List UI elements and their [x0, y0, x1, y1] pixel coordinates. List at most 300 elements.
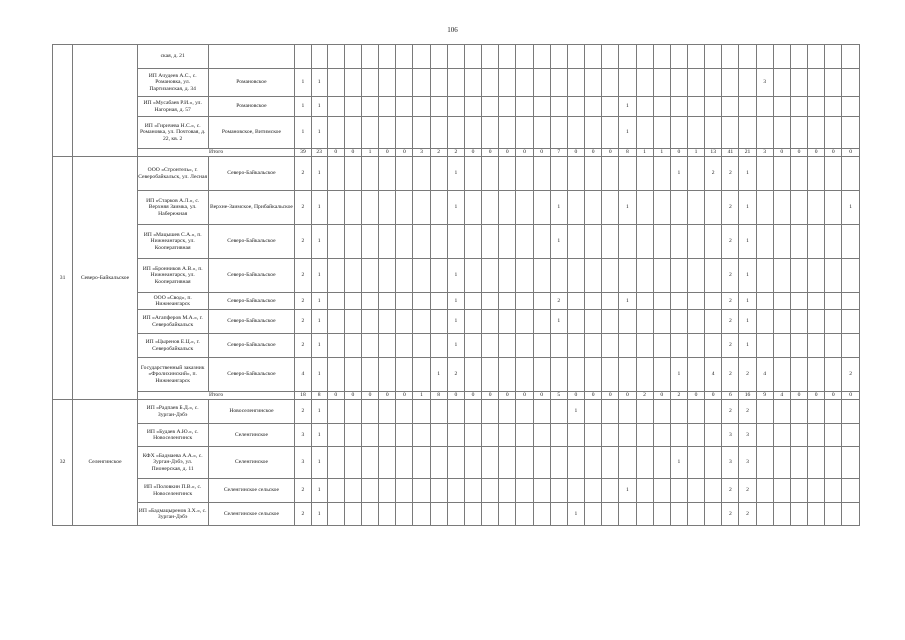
value-cell — [413, 157, 430, 191]
value-cell — [533, 503, 550, 526]
value-cell — [464, 157, 481, 191]
total-value-cell: 0 — [464, 392, 481, 400]
value-cell — [567, 334, 584, 358]
value-cell — [705, 334, 722, 358]
value-cell — [722, 45, 739, 69]
value-cell — [344, 117, 361, 149]
value-cell: 1 — [311, 310, 327, 334]
value-cell — [790, 45, 807, 69]
value-cell — [464, 503, 481, 526]
value-cell — [482, 69, 499, 97]
value-cell — [825, 225, 842, 259]
value-cell — [516, 334, 533, 358]
value-cell — [585, 293, 602, 310]
value-cell: 1 — [447, 259, 464, 293]
table-row — [53, 334, 860, 358]
total-value-cell: 0 — [516, 392, 533, 400]
total-value-cell: 8 — [311, 392, 327, 400]
value-cell — [790, 191, 807, 225]
value-cell — [327, 400, 344, 424]
total-value-cell: 23 — [311, 149, 327, 157]
value-cell — [396, 225, 413, 259]
value-cell — [533, 117, 550, 149]
owner-cell: ИП «Бронников А.В.», п. Нижнеангарск, ул. Кооперативная — [137, 259, 208, 293]
value-cell — [499, 447, 516, 479]
value-cell — [636, 447, 653, 479]
value-cell — [396, 97, 413, 117]
value-cell — [379, 358, 396, 392]
value-cell — [825, 334, 842, 358]
value-cell: 1 — [447, 310, 464, 334]
value-cell — [705, 191, 722, 225]
value-cell — [447, 400, 464, 424]
value-cell — [482, 97, 499, 117]
value-cell — [379, 69, 396, 97]
owner-cell: ИП «Цыренов Е.Ц.», г. Северобайкальск — [137, 334, 208, 358]
value-cell — [705, 479, 722, 503]
value-cell — [653, 259, 670, 293]
value-cell: 3 — [739, 424, 756, 447]
owner-cell: ИП «Половкин П.В.», с. Новоселенгинск — [137, 479, 208, 503]
table-row — [53, 503, 860, 526]
value-cell — [482, 310, 499, 334]
value-cell — [790, 447, 807, 479]
value-cell — [464, 479, 481, 503]
value-cell — [499, 259, 516, 293]
value-cell — [653, 117, 670, 149]
value-cell — [653, 310, 670, 334]
value-cell — [379, 157, 396, 191]
value-cell: 1 — [670, 358, 687, 392]
table-row — [53, 117, 860, 149]
value-cell — [344, 97, 361, 117]
value-cell: 2 — [739, 479, 756, 503]
total-row — [53, 149, 860, 157]
total-value-cell: 0 — [842, 149, 860, 157]
value-cell — [670, 479, 687, 503]
total-value-cell: 1 — [362, 149, 379, 157]
value-cell — [773, 157, 790, 191]
value-cell — [550, 69, 567, 97]
value-cell — [550, 157, 567, 191]
total-value-cell: 2 — [430, 149, 447, 157]
value-cell — [396, 400, 413, 424]
value-cell — [344, 424, 361, 447]
value-cell — [533, 293, 550, 310]
district-number-cell: 32 — [53, 400, 73, 526]
value-cell — [379, 424, 396, 447]
value-cell — [413, 358, 430, 392]
total-value-cell: 41 — [722, 149, 739, 157]
territory-cell: Романовское, Витимское — [208, 117, 295, 149]
value-cell — [687, 358, 704, 392]
territory-cell: Селенгинское — [208, 424, 295, 447]
value-cell — [567, 479, 584, 503]
value-cell — [602, 424, 619, 447]
value-cell — [636, 97, 653, 117]
value-cell — [619, 225, 636, 259]
value-cell — [533, 225, 550, 259]
value-cell — [413, 479, 430, 503]
value-cell: 4 — [756, 358, 773, 392]
value-cell: 3 — [722, 424, 739, 447]
value-cell: 2 — [722, 310, 739, 334]
value-cell — [396, 334, 413, 358]
value-cell — [808, 45, 825, 69]
value-cell — [842, 117, 860, 149]
value-cell — [773, 479, 790, 503]
owner-cell: ская, д. 21 — [137, 45, 208, 69]
value-cell — [362, 424, 379, 447]
value-cell — [687, 334, 704, 358]
territory-cell: Северо-Байкальское — [208, 293, 295, 310]
value-cell — [379, 447, 396, 479]
total-value-cell: 0 — [670, 149, 687, 157]
value-cell: 1 — [567, 400, 584, 424]
value-cell — [533, 191, 550, 225]
value-cell: 1 — [550, 310, 567, 334]
value-cell — [773, 400, 790, 424]
value-cell: 4 — [295, 358, 311, 392]
value-cell — [482, 424, 499, 447]
value-cell — [327, 424, 344, 447]
value-cell: 1 — [311, 293, 327, 310]
value-cell — [482, 358, 499, 392]
district-name-cell — [73, 45, 138, 157]
value-cell — [687, 45, 704, 69]
total-value-cell: 9 — [756, 392, 773, 400]
value-cell — [790, 424, 807, 447]
total-value-cell: 0 — [516, 149, 533, 157]
total-value-cell: 1 — [653, 149, 670, 157]
value-cell — [499, 503, 516, 526]
value-cell — [602, 334, 619, 358]
total-value-cell: 5 — [550, 392, 567, 400]
value-cell — [687, 293, 704, 310]
value-cell — [602, 69, 619, 97]
total-value-cell: 0 — [379, 392, 396, 400]
value-cell — [808, 225, 825, 259]
value-cell — [396, 447, 413, 479]
value-cell — [533, 358, 550, 392]
value-cell — [602, 97, 619, 117]
total-label: Итого — [137, 149, 295, 157]
value-cell — [790, 358, 807, 392]
value-cell — [773, 117, 790, 149]
value-cell — [790, 334, 807, 358]
district-name-cell: Селенгинское — [73, 400, 138, 526]
value-cell: 1 — [311, 358, 327, 392]
value-cell — [790, 310, 807, 334]
value-cell — [619, 45, 636, 69]
value-cell — [636, 45, 653, 69]
value-cell — [687, 157, 704, 191]
territory-cell: Романовское — [208, 69, 295, 97]
value-cell — [533, 310, 550, 334]
value-cell — [482, 157, 499, 191]
value-cell: 2 — [722, 157, 739, 191]
value-cell — [396, 45, 413, 69]
value-cell — [533, 69, 550, 97]
value-cell — [464, 334, 481, 358]
value-cell: 3 — [295, 424, 311, 447]
value-cell — [670, 259, 687, 293]
value-cell — [636, 117, 653, 149]
value-cell — [653, 358, 670, 392]
value-cell — [636, 259, 653, 293]
value-cell: 1 — [311, 334, 327, 358]
table-row — [53, 447, 860, 479]
value-cell — [379, 225, 396, 259]
value-cell — [447, 225, 464, 259]
value-cell — [344, 334, 361, 358]
table-row — [53, 293, 860, 310]
value-cell — [550, 259, 567, 293]
value-cell — [362, 293, 379, 310]
value-cell — [636, 400, 653, 424]
territory-cell: Северо-Байкальское — [208, 259, 295, 293]
value-cell — [413, 400, 430, 424]
value-cell — [602, 259, 619, 293]
value-cell — [362, 117, 379, 149]
value-cell — [722, 117, 739, 149]
value-cell — [653, 447, 670, 479]
value-cell — [430, 424, 447, 447]
value-cell — [619, 358, 636, 392]
value-cell — [516, 97, 533, 117]
value-cell — [756, 400, 773, 424]
value-cell — [842, 225, 860, 259]
value-cell — [773, 293, 790, 310]
value-cell — [533, 447, 550, 479]
value-cell — [756, 334, 773, 358]
value-cell — [379, 117, 396, 149]
value-cell — [825, 293, 842, 310]
value-cell — [756, 225, 773, 259]
value-cell — [550, 447, 567, 479]
value-cell — [396, 293, 413, 310]
value-cell: 2 — [295, 293, 311, 310]
value-cell — [516, 479, 533, 503]
value-cell — [482, 334, 499, 358]
value-cell — [396, 191, 413, 225]
value-cell — [790, 400, 807, 424]
value-cell — [825, 97, 842, 117]
value-cell: 1 — [567, 503, 584, 526]
value-cell: 1 — [311, 400, 327, 424]
value-cell — [585, 447, 602, 479]
value-cell — [687, 191, 704, 225]
value-cell — [567, 97, 584, 117]
table-row — [53, 191, 860, 225]
total-value-cell: 0 — [499, 149, 516, 157]
value-cell — [311, 45, 327, 69]
value-cell: 2 — [739, 400, 756, 424]
value-cell: 1 — [311, 69, 327, 97]
value-cell — [430, 117, 447, 149]
page-number: 106 — [447, 26, 458, 34]
value-cell — [687, 259, 704, 293]
value-cell — [533, 334, 550, 358]
value-cell — [327, 69, 344, 97]
value-cell — [327, 117, 344, 149]
value-cell — [567, 191, 584, 225]
value-cell — [585, 69, 602, 97]
value-cell — [362, 358, 379, 392]
value-cell — [533, 97, 550, 117]
value-cell: 2 — [295, 157, 311, 191]
total-value-cell: 8 — [430, 392, 447, 400]
value-cell — [825, 400, 842, 424]
value-cell — [842, 259, 860, 293]
value-cell — [808, 69, 825, 97]
value-cell — [482, 225, 499, 259]
total-value-cell: 0 — [567, 149, 584, 157]
value-cell: 2 — [722, 225, 739, 259]
value-cell — [533, 479, 550, 503]
value-cell — [379, 334, 396, 358]
value-cell — [430, 191, 447, 225]
value-cell — [670, 503, 687, 526]
value-cell — [567, 424, 584, 447]
value-cell — [687, 225, 704, 259]
value-cell — [773, 334, 790, 358]
value-cell — [396, 117, 413, 149]
value-cell: 1 — [311, 157, 327, 191]
hunting-grounds-table — [52, 44, 860, 526]
total-value-cell: 16 — [739, 392, 756, 400]
value-cell — [636, 69, 653, 97]
value-cell: 2 — [295, 191, 311, 225]
value-cell — [533, 259, 550, 293]
value-cell — [327, 479, 344, 503]
value-cell — [687, 310, 704, 334]
value-cell — [499, 358, 516, 392]
value-cell — [379, 191, 396, 225]
value-cell — [705, 424, 722, 447]
value-cell — [327, 97, 344, 117]
value-cell — [619, 400, 636, 424]
total-value-cell: 0 — [327, 392, 344, 400]
value-cell — [499, 69, 516, 97]
value-cell — [790, 157, 807, 191]
value-cell — [636, 503, 653, 526]
value-cell — [842, 447, 860, 479]
value-cell — [344, 69, 361, 97]
total-row — [53, 392, 860, 400]
value-cell — [447, 479, 464, 503]
value-cell: 2 — [550, 293, 567, 310]
owner-cell: ИП «Радпаев Б.Д.», с. Зурган-Дэбэ — [137, 400, 208, 424]
value-cell — [619, 157, 636, 191]
value-cell — [567, 447, 584, 479]
value-cell — [756, 117, 773, 149]
total-value-cell: 0 — [585, 149, 602, 157]
table-row — [53, 400, 860, 424]
total-value-cell: 0 — [396, 392, 413, 400]
value-cell — [653, 400, 670, 424]
value-cell — [653, 45, 670, 69]
value-cell — [585, 97, 602, 117]
value-cell — [670, 45, 687, 69]
value-cell — [464, 358, 481, 392]
district-number-cell — [53, 45, 73, 157]
owner-cell: КФХ «Бадмаева А.А.», с. Зурган-Дэбэ, ул. Пионерская, д. 11 — [137, 447, 208, 479]
value-cell — [842, 334, 860, 358]
value-cell — [362, 400, 379, 424]
value-cell — [653, 424, 670, 447]
value-cell — [362, 310, 379, 334]
value-cell — [808, 293, 825, 310]
owner-cell: ИП «Бадмацыренов З.Х.», с. Зурган-Дэбэ — [137, 503, 208, 526]
value-cell — [567, 45, 584, 69]
value-cell — [430, 400, 447, 424]
value-cell — [447, 424, 464, 447]
value-cell: 3 — [722, 447, 739, 479]
value-cell — [808, 157, 825, 191]
owner-cell: ИП «Гиричева Н.С.», с. Романовка, ул. Почтовая, д. 22, кв. 2 — [137, 117, 208, 149]
value-cell — [430, 293, 447, 310]
value-cell — [773, 225, 790, 259]
value-cell: 1 — [739, 293, 756, 310]
value-cell — [413, 117, 430, 149]
total-value-cell: 0 — [653, 392, 670, 400]
value-cell — [808, 191, 825, 225]
value-cell — [482, 117, 499, 149]
total-value-cell: 21 — [739, 149, 756, 157]
value-cell — [773, 447, 790, 479]
value-cell — [687, 479, 704, 503]
value-cell — [722, 97, 739, 117]
value-cell — [533, 400, 550, 424]
territory-cell: Северо-Байкальское — [208, 157, 295, 191]
value-cell — [413, 334, 430, 358]
value-cell — [705, 447, 722, 479]
total-value-cell: 0 — [327, 149, 344, 157]
value-cell — [413, 293, 430, 310]
value-cell — [567, 225, 584, 259]
value-cell — [739, 45, 756, 69]
value-cell — [636, 358, 653, 392]
value-cell — [790, 69, 807, 97]
district-name-cell: Северо-Байкальское — [73, 157, 138, 400]
value-cell — [344, 479, 361, 503]
total-value-cell: 0 — [619, 392, 636, 400]
value-cell — [482, 45, 499, 69]
value-cell — [808, 310, 825, 334]
value-cell — [705, 225, 722, 259]
value-cell — [722, 69, 739, 97]
value-cell — [464, 424, 481, 447]
total-value-cell: 18 — [295, 392, 311, 400]
value-cell: 2 — [722, 503, 739, 526]
value-cell: 1 — [311, 97, 327, 117]
value-cell — [567, 259, 584, 293]
owner-cell: ИП «Старков А.Л.», с. Верхняя Заимка, ул. Набережная — [137, 191, 208, 225]
value-cell — [842, 400, 860, 424]
total-value-cell: 6 — [722, 392, 739, 400]
total-value-cell: 1 — [413, 392, 430, 400]
value-cell — [379, 503, 396, 526]
total-value-cell: 0 — [705, 392, 722, 400]
total-value-cell: 0 — [602, 149, 619, 157]
total-value-cell: 0 — [344, 149, 361, 157]
territory-cell: Северо-Байкальское — [208, 225, 295, 259]
value-cell — [825, 310, 842, 334]
total-value-cell: 0 — [687, 392, 704, 400]
value-cell — [516, 400, 533, 424]
value-cell: 1 — [311, 424, 327, 447]
